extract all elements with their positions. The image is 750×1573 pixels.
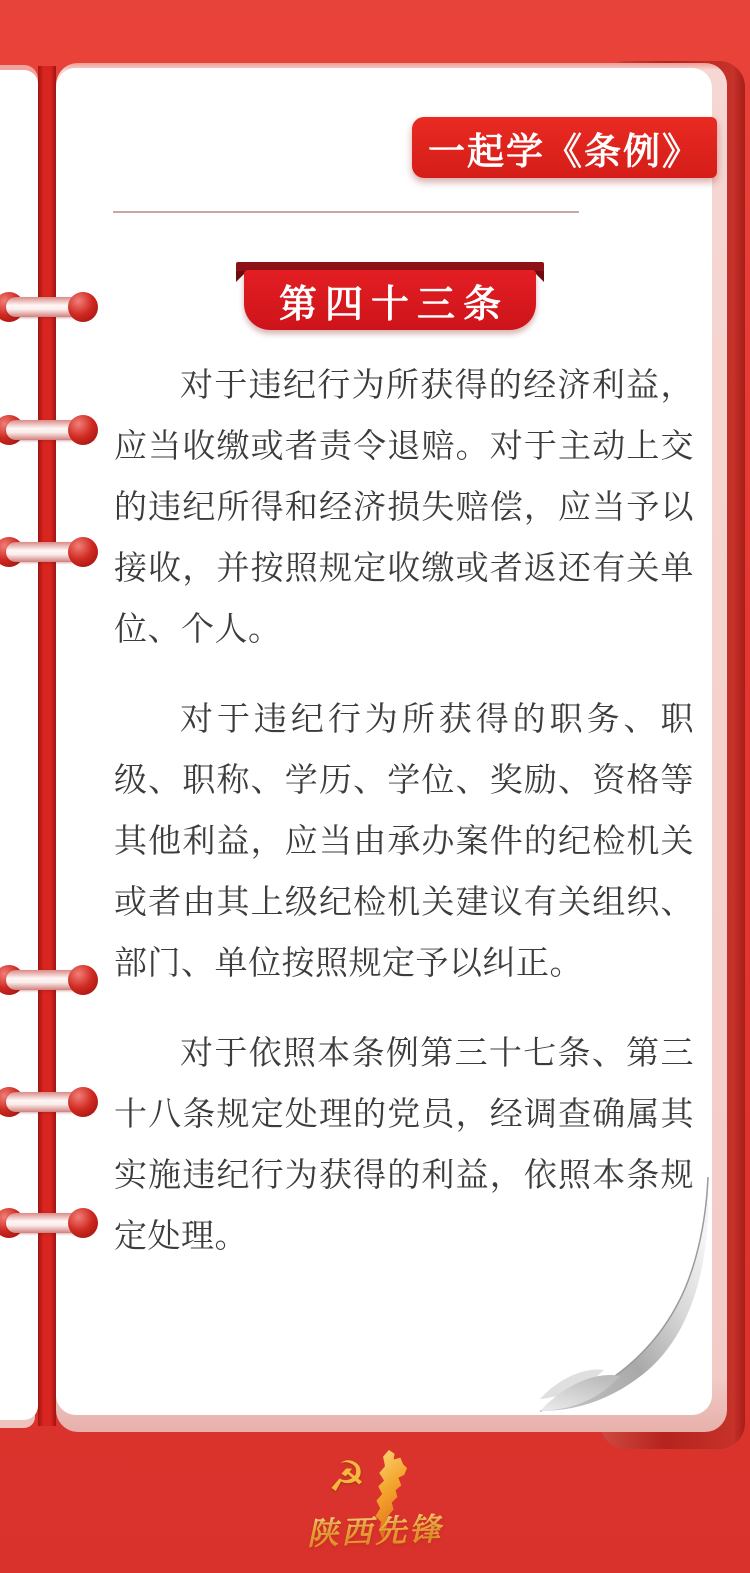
article-paragraph: 对于违纪行为所获得的职务、职级、职称、学历、学位、奖励、资格等其他利益，应当由承办案件的纪检机关或者由其上级纪检机关建议有关组织、部门、单位按照规定予以纠正。 — [114, 700, 694, 981]
brand-name: 陕西先锋 — [287, 1503, 462, 1554]
binder-ring — [0, 1085, 98, 1119]
binder-ring-tube — [6, 542, 86, 562]
article-body — [114, 354, 694, 1295]
binder-ring-tube — [6, 1213, 86, 1233]
footer-logo — [298, 1444, 452, 1569]
series-badge-label: 一起学《条例》 — [428, 130, 701, 172]
article-number-title: 第四十三条 — [278, 283, 509, 326]
binder-ring-tube — [6, 297, 86, 317]
binder-ring-tube — [6, 1092, 86, 1112]
binder-ring — [0, 290, 98, 324]
article-ribbon — [236, 262, 544, 332]
binder-ring-tube — [6, 420, 86, 440]
series-badge — [412, 117, 717, 178]
ribbon-body — [244, 270, 536, 330]
binder-ring — [0, 963, 98, 997]
binder-ring-tube — [6, 970, 86, 990]
page-curl — [538, 1171, 712, 1415]
divider-line — [113, 211, 579, 213]
binder-ring — [0, 535, 98, 569]
binder-ring — [0, 413, 98, 447]
article-paragraph: 对于依照本条例第三十七条、第三十八条规定处理的党员，经调查确属其实施违纪行为获得的利益，依照本条规定处理。 — [114, 1034, 694, 1254]
article-paragraph: 对于违纪行为所获得的经济利益，应当收缴或者责令退赔。对于主动上交的违纪所得和经济损失赔偿，应当予以接收，并按照规定收缴或者返还有关单位、个人。 — [114, 366, 694, 647]
binder-ring — [0, 1206, 98, 1240]
hammer-sickle-icon: ☭ — [328, 1452, 366, 1501]
notebook-page — [56, 68, 712, 1415]
